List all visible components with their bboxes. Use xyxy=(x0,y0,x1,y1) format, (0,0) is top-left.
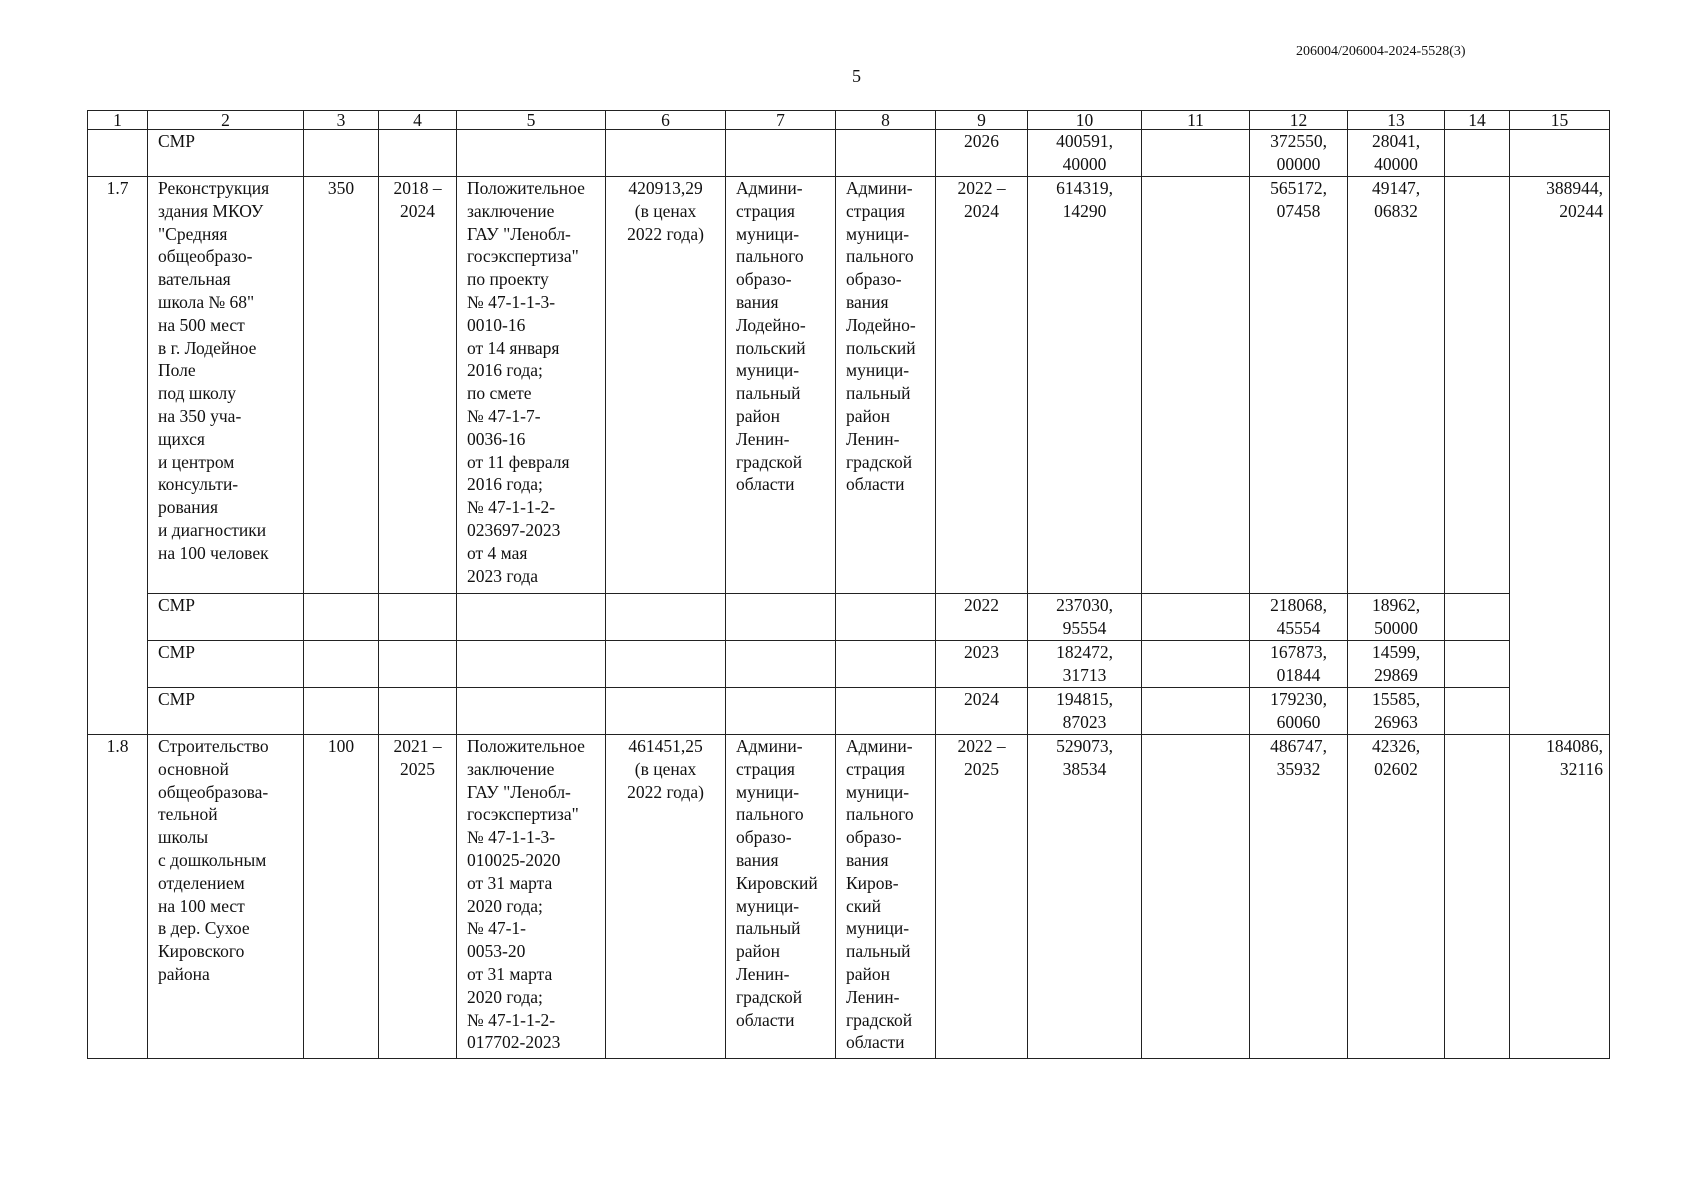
regional-budget-cell: 565172, 07458 xyxy=(1250,177,1348,594)
object-name: Реконструкция здания МКОУ "Средняя общеобразо- вательная школа № 68" на 500 мест в г. Лодейное Поле под школу на 350 уча- щихся и центром консульти- рования и диагностики на 100 человек xyxy=(148,177,304,594)
table-row xyxy=(88,641,1610,688)
document-cell: Положительное заключение ГАУ "Ленобл- госэкспертиза" по проекту № 47-1-1-3- 0010-16 от 14 января 2016 года; по смете № 47-1-7- 0036-16 от 11 февраля 2016 года; № 47-1-1-2- 023697-2023 от 4 мая 2023 года xyxy=(457,177,606,594)
period-cell: 2018 – 2024 xyxy=(379,177,457,594)
year-cell: 2026 xyxy=(936,130,1028,177)
document-cell: Положительное заключение ГАУ "Ленобл- госэкспертиза" № 47-1-1-3- 010025-2020 от 31 марта 2020 года; № 47-1- 0053-20 от 31 марта 2020 года; № 47-1-1-2- 017702-2023 xyxy=(457,735,606,1059)
column-header: 9 xyxy=(936,111,1028,130)
column-header: 3 xyxy=(304,111,379,130)
column-header: 4 xyxy=(379,111,457,130)
regional-budget-cell: 372550, 00000 xyxy=(1250,130,1348,177)
column-header: 2 xyxy=(148,111,304,130)
column-header: 7 xyxy=(726,111,836,130)
years-cell: 2022 – 2025 xyxy=(936,735,1028,1059)
year-cell: 2023 xyxy=(936,641,1028,688)
column-header: 13 xyxy=(1348,111,1445,130)
total-cell: 529073, 38534 xyxy=(1028,735,1142,1059)
column-header: 15 xyxy=(1510,111,1610,130)
remaining-cost-cell: 184086, 32116 xyxy=(1510,735,1610,1059)
period-cell: 2021 – 2025 xyxy=(379,735,457,1059)
item-number: 1.8 xyxy=(88,735,148,1059)
table-row xyxy=(88,735,1610,1059)
smr-label: СМР xyxy=(148,641,304,688)
total-cell: 237030, 95554 xyxy=(1028,594,1142,641)
regional-budget-cell: 179230, 60060 xyxy=(1250,688,1348,735)
customer-cell: Админи- страция муници- пального образо- вания Кировский муници- пальный район Ленин- градской области xyxy=(726,735,836,1059)
smr-label: СМР xyxy=(148,594,304,641)
regional-budget-cell: 167873, 01844 xyxy=(1250,641,1348,688)
table-row xyxy=(88,130,1610,177)
table-row xyxy=(88,177,1610,594)
table-row xyxy=(88,688,1610,735)
years-cell: 2022 – 2024 xyxy=(936,177,1028,594)
page-number: 5 xyxy=(852,66,861,86)
total-cell: 614319, 14290 xyxy=(1028,177,1142,594)
table-row xyxy=(88,594,1610,641)
remaining-cost-cell: 388944, 20244 xyxy=(1510,177,1610,735)
total-cell: 400591, 40000 xyxy=(1028,130,1142,177)
developer-cell: Админи- страция муници- пального образо- вания Лодейно- польский муници- пальный район Ленин- градской области xyxy=(836,177,936,594)
column-header: 6 xyxy=(606,111,726,130)
local-budget-cell: 28041, 40000 xyxy=(1348,130,1445,177)
program-table xyxy=(87,110,1610,1059)
document-code: 206004/206004-2024-5528(3) xyxy=(1296,44,1466,59)
object-name: Строительство основной общеобразова- тельной школы с дошкольным отделением на 100 мест в дер. Сухое Кировского района xyxy=(148,735,304,1059)
column-header: 12 xyxy=(1250,111,1348,130)
local-budget-cell: 14599, 29869 xyxy=(1348,641,1445,688)
capacity-cell: 100 xyxy=(304,735,379,1059)
local-budget-cell: 49147, 06832 xyxy=(1348,177,1445,594)
local-budget-cell: 15585, 26963 xyxy=(1348,688,1445,735)
item-number: 1.7 xyxy=(88,177,148,735)
column-header: 10 xyxy=(1028,111,1142,130)
total-cell: 194815, 87023 xyxy=(1028,688,1142,735)
regional-budget-cell: 218068, 45554 xyxy=(1250,594,1348,641)
column-header: 8 xyxy=(836,111,936,130)
smr-label: СМР xyxy=(148,130,304,177)
column-header: 5 xyxy=(457,111,606,130)
cost-cell: 420913,29 (в ценах 2022 года) xyxy=(606,177,726,594)
local-budget-cell: 18962, 50000 xyxy=(1348,594,1445,641)
regional-budget-cell: 486747, 35932 xyxy=(1250,735,1348,1059)
customer-cell: Админи- страция муници- пального образо- вания Лодейно- польский муници- пальный район Ленин- градской области xyxy=(726,177,836,594)
column-number-row xyxy=(88,111,1610,130)
local-budget-cell: 42326, 02602 xyxy=(1348,735,1445,1059)
year-cell: 2024 xyxy=(936,688,1028,735)
year-cell: 2022 xyxy=(936,594,1028,641)
total-cell: 182472, 31713 xyxy=(1028,641,1142,688)
capacity-cell: 350 xyxy=(304,177,379,594)
cost-cell: 461451,25 (в ценах 2022 года) xyxy=(606,735,726,1059)
smr-label: СМР xyxy=(148,688,304,735)
column-header: 11 xyxy=(1142,111,1250,130)
column-header: 1 xyxy=(88,111,148,130)
column-header: 14 xyxy=(1445,111,1510,130)
developer-cell: Админи- страция муници- пального образо- вания Киров- ский муници- пальный район Ленин- градской области xyxy=(836,735,936,1059)
